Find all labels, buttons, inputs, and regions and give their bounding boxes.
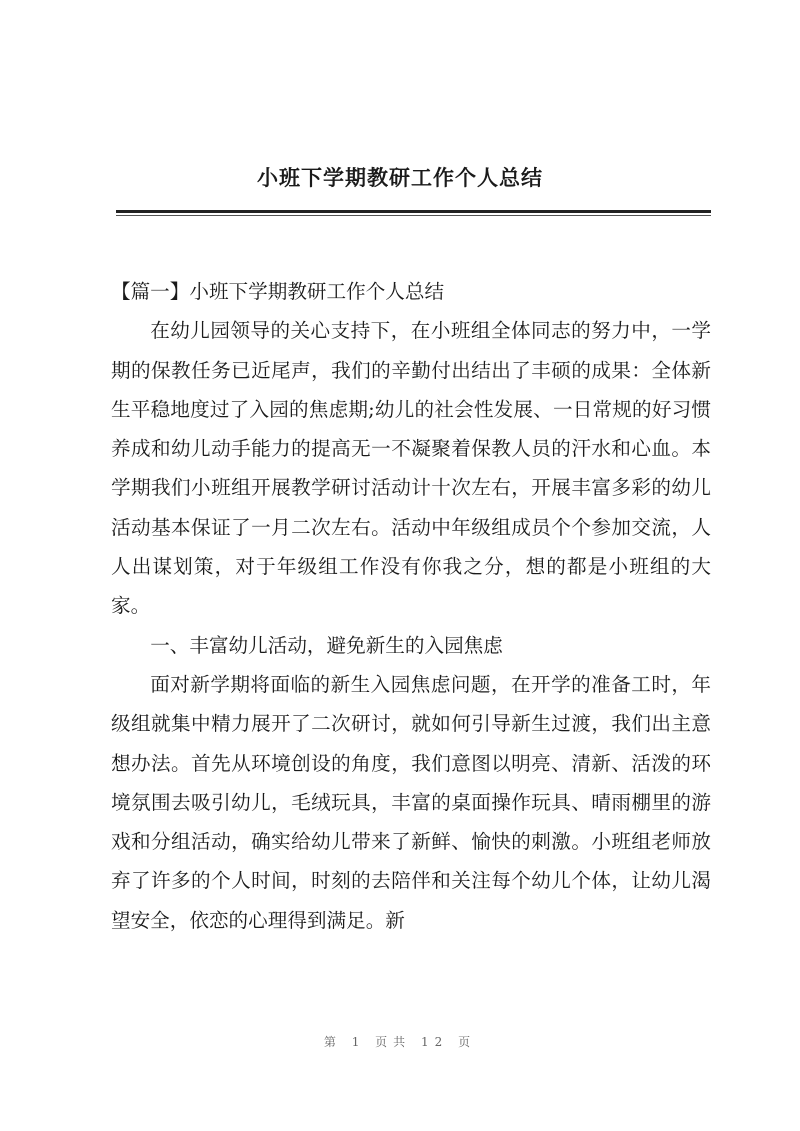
subsection-heading: 一、丰富幼儿活动，避免新生的入园焦虑 [150,633,503,657]
page-footer: 第 1 页共 12 页 [323,1035,477,1049]
document-title: 小班下学期教研工作个人总结 [257,165,543,190]
paragraph-intro: 在幼儿园领导的关心支持下，在小班组全体同志的努力中，一学期的保教任务已近尾声，我们的辛勤付出结出了丰硕的成果：全体新生平稳地度过了入园的焦虑期;幼儿的社会性发展、一日常规的好习惯养成和幼儿动手能力的提高无一不凝聚着保教人员的汗水和心血。本学期我们小班组开展教学研讨活动计十次左右，开展丰富多彩的幼儿活动基本保证了一月二次左右。活动中年级组成员个个参加交流，人人出谋划策，对于年级组工作没有你我之分，想的都是小班组的大家。 [111,319,711,618]
title-divider-thin [116,215,711,216]
section-heading: 【篇一】小班下学期教研工作个人总结 [111,280,445,303]
document-body [111,272,711,940]
title-divider-thick [116,210,711,213]
paragraph-body: 面对新学期将面临的新生入园焦虑问题，在开学的准备工时，年级组就集中精力展开了二次研讨，就如何引导新生过渡，我们出主意想办法。首先从环境创设的角度，我们意图以明亮、清新、活泼的环境氛围去吸引幼儿，毛绒玩具，丰富的桌面操作玩具、晴雨棚里的游戏和分组活动，确实给幼儿带来了新鲜、愉快的刺激。小班组老师放弃了许多的个人时间，时刻的去陪伴和关注每个幼儿个体，让幼儿渴望安全，依恋的心理得到满足。新 [111,672,711,932]
